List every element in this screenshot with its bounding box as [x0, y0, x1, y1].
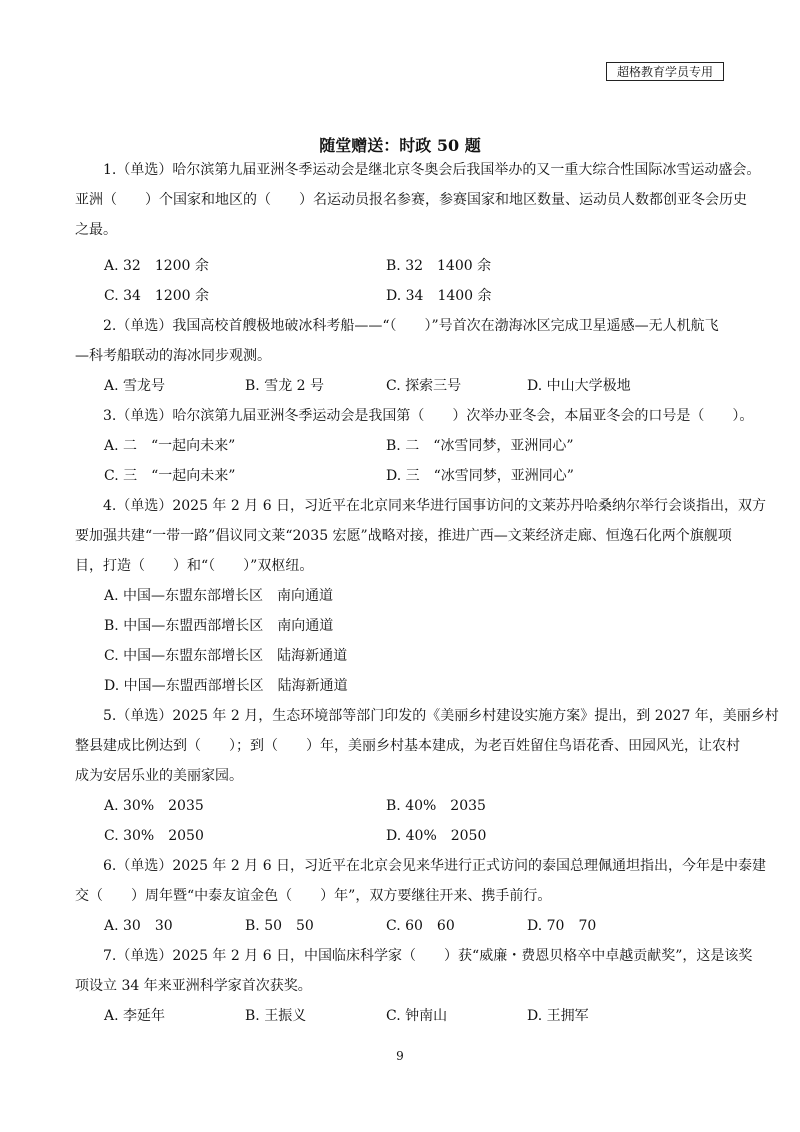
q2-stem-line-1: 2.（单选）我国高校首艘极地破冰科考船——“（ ）”号首次在渤海冰区完成卫星遥感—无人机航飞 [103, 318, 719, 334]
q4-stem-line-1: 4.（单选）2025 年 2 月 6 日，习近平在北京同来华进行国事访问的文莱苏丹哈桑纳尔举行会谈指出，双方 [103, 498, 767, 514]
page-title: 随堂赠送：时政 50 题 [319, 136, 481, 155]
q3-option-b: B. 二 “冰雪同梦，亚洲同心” [386, 438, 574, 454]
q2-option-a: A. 雪龙号 [104, 378, 166, 394]
q4-option-d: D. 中国—东盟西部增长区 陆海新通道 [104, 678, 348, 694]
q5-option-d: D. 40% 2050 [386, 828, 487, 844]
q5-option-a: A. 30% 2035 [104, 798, 204, 814]
q4-option-a: A. 中国—东盟东部增长区 南向通道 [104, 588, 334, 604]
q1-option-d: D. 34 1400 余 [386, 288, 492, 304]
q6-stem-line-1: 6.（单选）2025 年 2 月 6 日，习近平在北京会见来华进行正式访问的泰国总理佩通坦指出，今年是中泰建 [103, 858, 767, 874]
q1-stem-line-3: 之最。 [75, 222, 117, 238]
q1-option-c: C. 34 1200 余 [104, 288, 210, 304]
q5-stem-line-3: 成为安居乐业的美丽家园。 [75, 768, 243, 784]
q7-stem-line-2: 项设立 34 年来亚洲科学家首次获奖。 [75, 978, 312, 994]
q6-stem-line-2: 交（ ）周年暨“中泰友谊金色（ ）年”，双方要继往开来、携手前行。 [75, 888, 552, 904]
q2-stem-line-2: —科考船联动的海冰同步观测。 [75, 348, 271, 364]
q4-stem-line-3: 目，打造（ ）和“（ ）”双枢纽。 [75, 558, 314, 574]
q1-stem-line-1: 1.（单选）哈尔滨第九届亚洲冬季运动会是继北京冬奥会后我国举办的又一重大综合性国际冰雪运动盛会。 [103, 162, 761, 178]
q4-option-b: B. 中国—东盟西部增长区 南向通道 [104, 618, 334, 634]
q5-option-c: C. 30% 2050 [104, 828, 204, 844]
q5-option-b: B. 40% 2035 [386, 798, 486, 814]
q6-option-a: A. 30 30 [104, 918, 173, 934]
q1-option-b: B. 32 1400 余 [386, 258, 492, 274]
q5-stem-line-2: 整县建成比例达到（ ）；到（ ）年，美丽乡村基本建成，为老百姓留住鸟语花香、田园风光，让农村 [75, 738, 740, 754]
q7-option-d: D. 王拥军 [527, 1008, 589, 1024]
q3-option-a: A. 二 “一起向未来” [104, 438, 236, 454]
q4-option-c: C. 中国—东盟东部增长区 陆海新通道 [104, 648, 348, 664]
q7-option-b: B. 王振义 [245, 1008, 307, 1024]
page-number: 9 [396, 1049, 404, 1063]
q5-stem-line-1: 5.（单选）2025 年 2 月，生态环境部等部门印发的《美丽乡村建设实施方案》提出，到 2027 年，美丽乡村 [103, 708, 779, 724]
student-use-stamp: 超格教育学员专用 [606, 62, 724, 81]
q7-option-c: C. 钟南山 [386, 1008, 448, 1024]
q6-option-d: D. 70 70 [527, 918, 597, 934]
q7-option-a: A. 李延年 [104, 1008, 166, 1024]
q3-stem-line-1: 3.（单选）哈尔滨第九届亚洲冬季运动会是我国第（ ）次举办亚冬会，本届亚冬会的口号是（ ）。 [103, 408, 754, 424]
q3-option-c: C. 三 “一起向未来” [104, 468, 236, 484]
q4-stem-line-2: 要加强共建“一带一路”倡议同文莱“2035 宏愿”战略对接，推进广西—文莱经济走廊、恒逸石化两个旗舰项 [75, 528, 732, 544]
q2-option-b: B. 雪龙 2 号 [245, 378, 324, 394]
q1-option-a: A. 32 1200 余 [104, 258, 209, 274]
q6-option-c: C. 60 60 [386, 918, 455, 934]
q6-option-b: B. 50 50 [245, 918, 314, 934]
q2-option-c: C. 探索三号 [386, 378, 462, 394]
q1-stem-line-2: 亚洲（ ）个国家和地区的（ ）名运动员报名参赛，参赛国家和地区数量、运动员人数都创亚冬会历史 [75, 192, 747, 208]
q2-option-d: D. 中山大学极地 [527, 378, 631, 394]
q7-stem-line-1: 7.（单选）2025 年 2 月 6 日，中国临床科学家（ ）获“威廉・费恩贝格卒中卓越贡献奖”，这是该奖 [103, 948, 753, 964]
q3-option-d: D. 三 “冰雪同梦，亚洲同心” [386, 468, 574, 484]
